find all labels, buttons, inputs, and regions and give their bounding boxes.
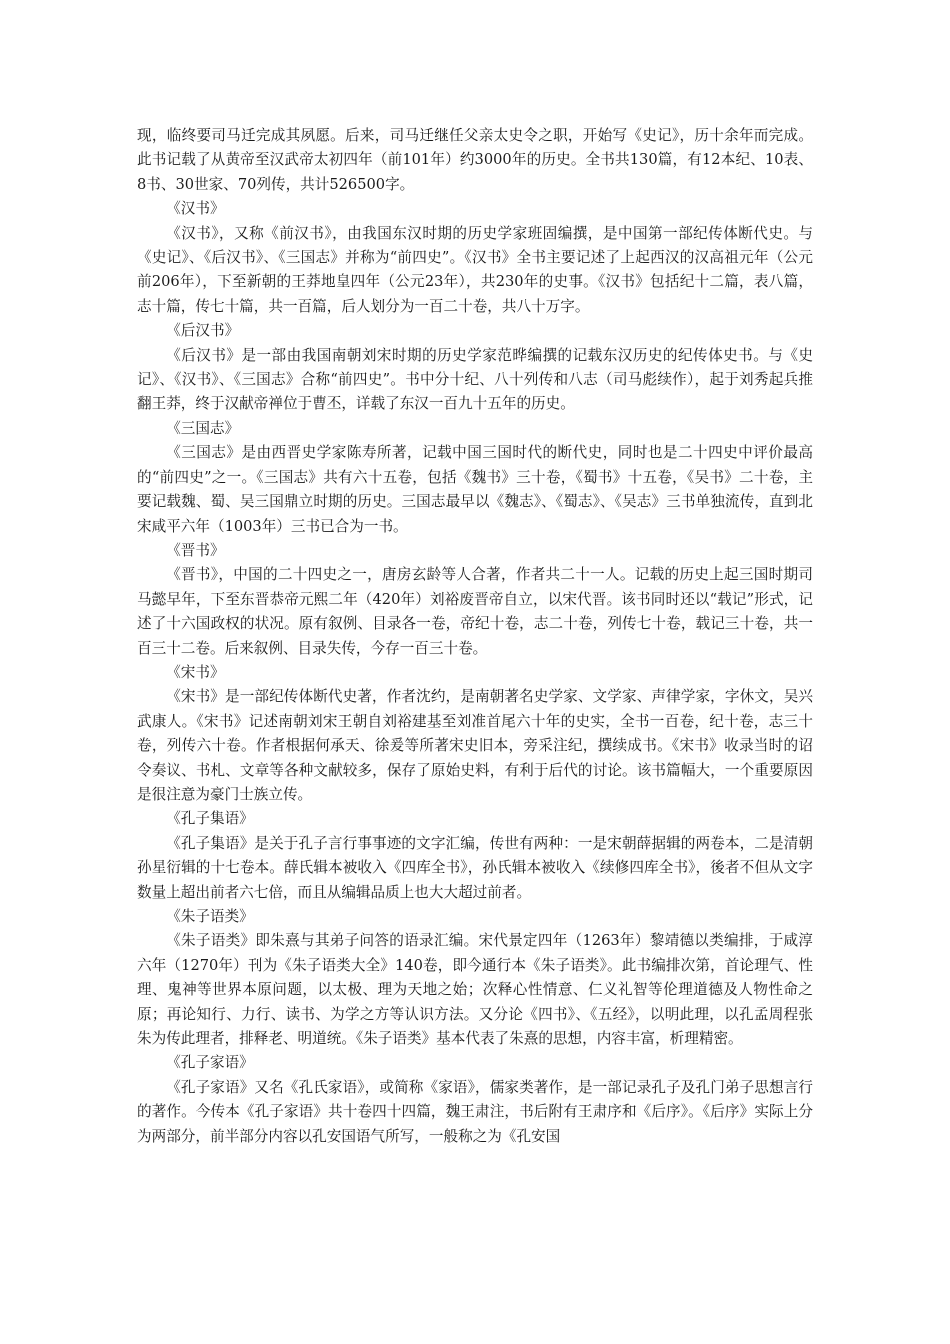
section-body-songshu: 《宋书》是一部纪传体断代史著，作者沈约，是南朝著名史学家、文学家、声律学家，字休文，吴兴武康人。《宋书》记述南朝刘宋王朝自刘裕建基至刘准首尾六十年的史实，全书一百卷，纪十卷，志三十卷，列传六十卷。作者根据何承天、徐爰等所著宋史旧本，旁采注纪，撰续成书。《宋书》收录当时的诏令奏议、书札、文章等各种文献较多，保存了原始史料，有利于后代的讨论。该书篇幅大，一个重要原因是很注意为豪门士族立传。	[137, 688, 813, 803]
section-body-kongzijiyu: 《孔子集语》是关于孔子言行事事迹的文字汇编，传世有两种：一是宋朝薛据辑的两卷本，二是清朝孙星衍辑的十七卷本。薛氏辑本被收入《四库全书》，孙氏辑本被收入《续修四库全书》，後者不但从文字数量上超出前者六七倍，而且从编辑品质上也大大超过前者。	[137, 834, 813, 901]
section-title-kongzijiyu: 《孔子集语》	[166, 810, 254, 828]
document-page	[137, 124, 813, 1149]
intro-paragraph: 现，临终要司马迁完成其夙愿。后来，司马迁继任父亲太史令之职，开始写《史记》，历十余年而完成。此书记载了从黄帝至汉武帝太初四年（前101年）约3000年的历史。全书共130篇，有12本纪、10表、8书、30世家、70列传，共计526500字。	[137, 127, 813, 193]
section-body-kongzijiayu: 《孔子家语》又名《孔氏家语》，或简称《家语》，儒家类著作，是一部记录孔子及孔门弟子思想言行的著作。今传本《孔子家语》共十卷四十四篇，魏王肃注，书后附有王肃序和《后序》。《后序》实际上分为两部分，前半部分内容以孔安国语气所写，一般称之为《孔安国	[137, 1078, 813, 1145]
section-title-kongzijiayu: 《孔子家语》	[166, 1054, 254, 1072]
section-body-sanguozhi: 《三国志》是由西晋史学家陈寿所著，记载中国三国时代的断代史，同时也是二十四史中评价最高的“前四史”之一。《三国志》共有六十五卷，包括《魏书》三十卷，《蜀书》十五卷，《吴书》二十卷，主要记载魏、蜀、吴三国鼎立时期的历史。三国志最早以《魏志》、《蜀志》、《吴志》三书单独流传，直到北宋咸平六年（1003年）三书已合为一书。	[137, 444, 813, 535]
section-body-jinshu: 《晋书》，中国的二十四史之一，唐房玄龄等人合著，作者共二十一人。记载的历史上起三国时期司马懿早年，下至东晋恭帝元熙二年（420年）刘裕废晋帝自立，以宋代晋。该书同时还以“载记”形式，记述了十六国政权的状况。原有叙例、目录各一卷，帝纪十卷，志二十卷，列传七十卷，载记三十卷，共一百三十二卷。后来叙例、目录失传，今存一百三十卷。	[137, 566, 813, 657]
section-title-zhuziyulei: 《朱子语类》	[166, 908, 254, 925]
section-title-songshu: 《宋书》	[166, 663, 225, 681]
section-title-houhanshu: 《后汉书》	[166, 322, 240, 340]
section-body-houhanshu: 《后汉书》是一部由我国南朝刘宋时期的历史学家范晔编撰的记载东汉历史的纪传体史书。与《史记》、《汉书》、《三国志》合称“前四史”。书中分十纪、八十列传和八志（司马彪续作），起于刘秀起兵推翻王莽，终于汉献帝禅位于曹丕，详载了东汉一百九十五年的历史。	[137, 346, 813, 413]
section-title-sanguozhi: 《三国志》	[166, 419, 240, 437]
section-title-jinshu: 《晋书》	[166, 541, 225, 559]
section-body-zhuziyulei: 《朱子语类》即朱熹与其弟子问答的语录汇编。宋代景定四年（1263年）黎靖德以类编排，于咸淳六年（1270年）刊为《朱子语类大全》140卷，即今通行本《朱子语类》。此书编排次第，首论理气、性理、鬼神等世界本原问题，以太极、理为天地之始；次释心性情意、仁义礼智等伦理道德及人物性命之原；再论知行、力行、读书、为学之方等认识方法。又分论《四书》、《五经》，以明此理，以孔孟周程张朱为传此理者，排释老、明道统。《朱子语类》基本代表了朱熹的思想，内容丰富，析理精密。	[137, 932, 813, 1048]
section-title-hanshu: 《汉书》	[166, 200, 225, 218]
section-body-hanshu: 《汉书》，又称《前汉书》，由我国东汉时期的历史学家班固编撰，是中国第一部纪传体断代史。与《史记》、《后汉书》、《三国志》并称为“前四史”。《汉书》全书主要记述了上起西汉的汉高祖元年（公元前206年），下至新朝的王莽地皇四年（公元23年），共230年的史事。《汉书》包括纪十二篇，表八篇，志十篇，传七十篇，共一百篇，后人划分为一百二十卷，共八十万字。	[137, 224, 813, 315]
